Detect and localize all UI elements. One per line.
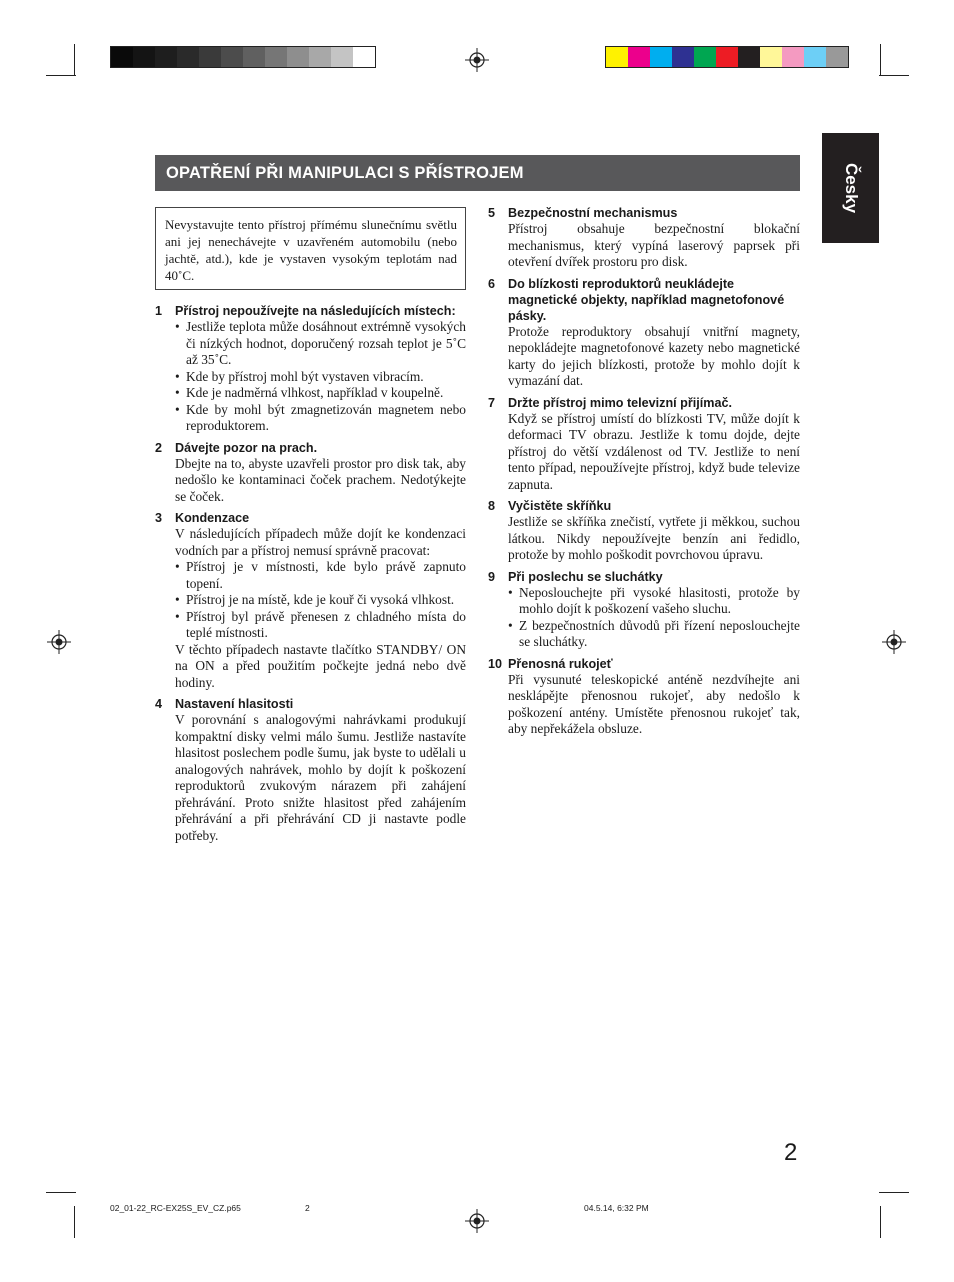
color-swatch	[650, 47, 672, 67]
left-column	[155, 303, 466, 849]
precaution-item	[155, 696, 466, 844]
precaution-heading	[488, 569, 800, 585]
warning-box: Nevystavujte tento přístroj přímému slunečnímu světlu ani jej nenechávejte v uzavřeném automobilu (nebo jachtě, atd.), kde je vystaven vysokým teplotám nad 40˚C.	[155, 207, 466, 290]
registration-mark-icon	[882, 630, 906, 654]
precaution-heading	[155, 696, 466, 712]
language-tab	[822, 133, 879, 243]
item-number: 2	[155, 440, 163, 455]
precaution-heading	[155, 303, 466, 319]
gray-swatch	[331, 47, 353, 67]
precaution-item	[488, 569, 800, 651]
grayscale-color-bar	[110, 46, 376, 68]
item-heading-text: Vyčistěte skříňku	[508, 499, 612, 513]
precaution-heading	[488, 498, 800, 514]
gray-swatch	[133, 47, 155, 67]
registration-mark-icon	[465, 48, 489, 72]
color-swatch	[628, 47, 650, 67]
item-number: 10	[488, 656, 503, 671]
item-number: 3	[155, 511, 163, 525]
precaution-item	[488, 656, 800, 738]
bullet-item: • Přístroj je v místnosti, kde bylo právě zapnuto topení.	[175, 559, 466, 592]
item-heading-text: Do blízkosti reproduktorů neukládejte magnetické objekty, například magnetofonové pásky.	[508, 276, 785, 323]
color-swatch	[760, 47, 782, 67]
precaution-item	[155, 440, 466, 506]
gray-swatch	[309, 47, 331, 67]
item-body-text: Jestliže se skříňka znečistí, vytřete ji měkkou, suchou látkou. Nikdy nepoužívejte benzín ani ředidlo, protože by mohlo poškodit povrchovou úpravu.	[508, 514, 800, 562]
bullet-item: • Přístroj je na místě, kde je kouř či vysoká vlhkost.	[175, 592, 466, 609]
item-body-text: V porovnání s analogovými nahrávkami produkují kompaktní disky velmi málo šumu. Jestliže nastavíte hlasitost poslechem podle šumu, jak byste to udělali u analogových nahrávek, mohlo by dojít k poškození reproduktorů zvukovým nárazem při zahájení přehrávání. Proto snižte hlasitost před zahájením přehrávání a při přehrávání CD ji nastavte podle potřeby.	[175, 712, 466, 843]
precaution-item	[155, 510, 466, 691]
color-swatch	[782, 47, 804, 67]
color-swatch	[672, 47, 694, 67]
item-body-text: Když se přístroj umístí do blízkosti TV, může dojít k deformaci TV obrazu. Jestliže k tomu dojde, dejte přístroj do větší vzdálenost od TV. Jestliže to není tento případ, nepoužívejte přístroj, když bude televize zapnuta.	[508, 410, 800, 492]
gray-swatch	[177, 47, 199, 67]
footer-date: 04.5.14, 6:32 PM	[584, 1203, 649, 1213]
color-swatch	[738, 47, 760, 67]
item-body-text: V následujících případech může dojít ke kondenzaci vodních par a přístroj nemusí správně pracovat:	[175, 526, 466, 558]
item-heading-text: Přístroj nepoužívejte na následujících místech:	[175, 304, 456, 318]
bullet-item: • Přístroj byl právě přenesen z chladného místa do teplé místnosti.	[175, 609, 466, 642]
item-number: 4	[155, 697, 163, 711]
bullet-item: • Kde by mohl být zmagnetizován magnetem nebo reproduktorem.	[175, 402, 466, 435]
precaution-item	[488, 498, 800, 564]
bullet-list	[175, 559, 466, 642]
process-color-bar	[605, 46, 849, 68]
gray-swatch	[155, 47, 177, 67]
precaution-heading	[488, 205, 800, 221]
gray-swatch	[243, 47, 265, 67]
precaution-item	[488, 395, 800, 494]
precaution-item	[488, 205, 800, 271]
bullet-item: • Jestliže teplota může dosáhnout extrémně vysokých či nízkých hodnot, doporučený rozsah teplot je 5˚C až 35˚C.	[175, 319, 466, 369]
color-swatch	[694, 47, 716, 67]
precaution-heading	[488, 276, 800, 324]
item-heading-text: Přenosná rukojeť	[508, 656, 613, 671]
precaution-heading	[155, 440, 466, 456]
item-heading-text: Kondenzace	[175, 511, 250, 525]
item-body-text: Dbejte na to, abyste uzavřeli prostor pro disk tak, aby nedošlo ke kontaminaci čoček prachem. Nedotýkejte se čoček.	[175, 455, 466, 504]
gray-swatch	[287, 47, 309, 67]
item-heading-text: Při poslechu se sluchátky	[508, 569, 663, 584]
item-body-text: V těchto případech nastavte tlačítko STANDBY/ ON na ON a před použitím počkejte jedná nebo dvě hodiny.	[175, 641, 466, 690]
item-body-text: Protože reproduktory obsahují vnitřní magnety, nepokládejte magnetofonové kazety nebo magnetické karty do jejich blízkosti, protože by mohlo dojít k vymazání dat.	[508, 323, 800, 388]
bullet-item: • Neposlouchejte při vysoké hlasitosti, protože by mohlo dojít k poškození vašeho sluchu.	[508, 585, 800, 618]
item-heading-text: Dávejte pozor na prach.	[175, 440, 318, 455]
item-heading-text: Nastavení hlasitosti	[175, 697, 294, 711]
gray-swatch	[221, 47, 243, 67]
precaution-heading	[488, 395, 800, 411]
precaution-item	[488, 276, 800, 390]
footer-page: 2	[305, 1203, 310, 1213]
registration-mark-icon	[47, 630, 71, 654]
language-tab-label: Česky	[841, 162, 861, 214]
bullet-item: • Z bezpečnostních důvodů při řízení neposlouchejte se sluchátky.	[508, 618, 800, 651]
color-swatch	[716, 47, 738, 67]
page-number: 2	[784, 1139, 798, 1166]
item-number: 9	[488, 569, 496, 584]
registration-mark-icon	[465, 1209, 489, 1233]
precaution-heading	[488, 656, 800, 672]
gray-swatch	[265, 47, 287, 67]
bullet-list	[175, 319, 466, 435]
item-number: 1	[155, 304, 163, 318]
color-swatch	[826, 47, 848, 67]
item-number: 8	[488, 499, 496, 513]
bullet-item: • Kde by přístroj mohl být vystaven vibracím.	[175, 369, 466, 386]
precaution-item	[155, 303, 466, 435]
color-swatch	[804, 47, 826, 67]
right-column	[488, 205, 800, 743]
section-title: OPATŘENÍ PŘI MANIPULACI S PŘÍSTROJEM	[155, 155, 800, 191]
item-number: 7	[488, 395, 496, 410]
item-heading-text: Bezpečnostní mechanismus	[508, 206, 678, 220]
item-number: 5	[488, 206, 496, 220]
item-body-text: Při vysunuté teleskopické anténě nezdvíhejte ani nesklápějte přenosnou rukojeť, aby nedošlo k poškození antény. Umístěte přenosnou rukojeť tak, aby nepřekážela obsluze.	[508, 671, 800, 736]
item-heading-text: Držte přístroj mimo televizní přijímač.	[508, 395, 732, 410]
gray-swatch	[111, 47, 133, 67]
color-swatch	[606, 47, 628, 67]
bullet-item: • Kde je nadměrná vlhkost, například v koupelně.	[175, 385, 466, 402]
precaution-heading	[155, 510, 466, 526]
bullet-list	[508, 585, 800, 651]
gray-swatch	[353, 47, 375, 67]
item-number: 6	[488, 276, 496, 291]
gray-swatch	[199, 47, 221, 67]
footer-filename: 02_01-22_RC-EX25S_EV_CZ.p65	[110, 1203, 241, 1213]
item-body-text: Přístroj obsahuje bezpečnostní blokační mechanismus, který vypíná laserový paprsek při otevření dvířek prostoru pro disk.	[508, 221, 800, 269]
